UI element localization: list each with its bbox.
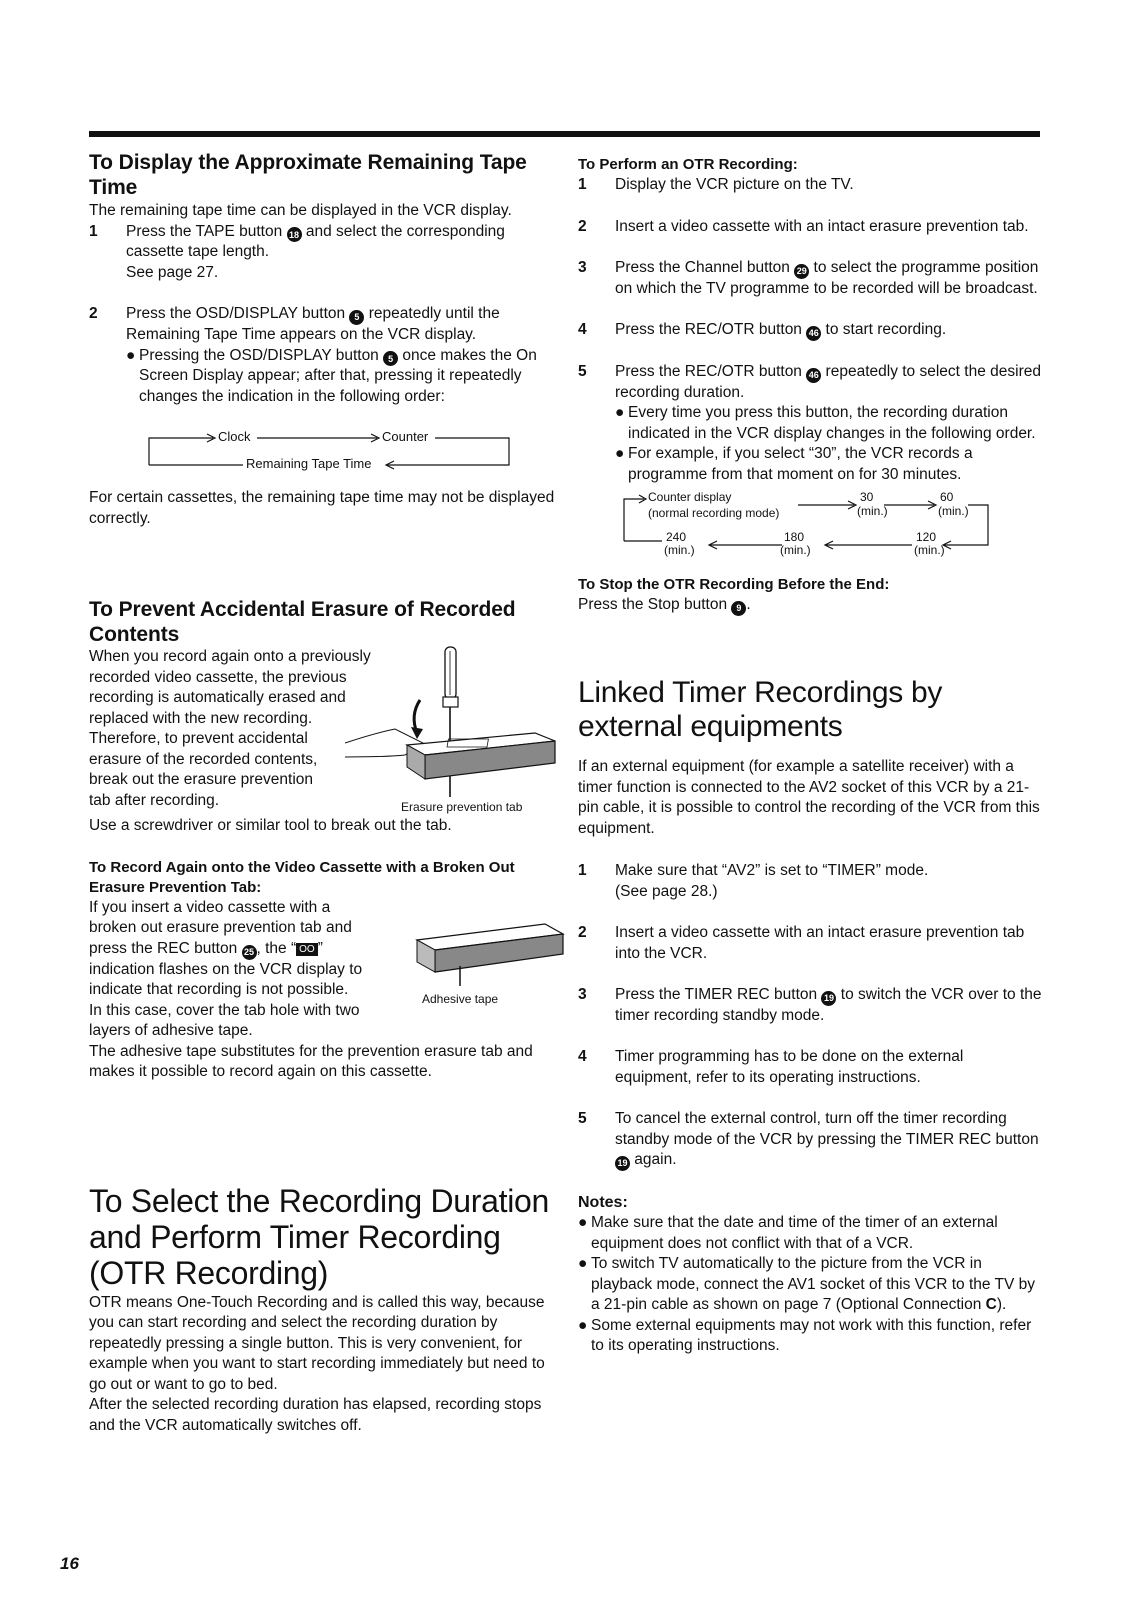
notes-heading: Notes: — [578, 1194, 628, 1211]
remaining-step-1: 1 Press the TAPE button 18 and select the corresponding cassette tape length. See page 27. — [89, 222, 505, 281]
otr-step-5: 5 Press the REC/OTR button 46 repeatedly to select the desired recording duration. — [578, 363, 1041, 401]
erasure-body: When you record again onto a previously recorded video cassette, the previous recording is automatically erased and replaced with the new recording. Therefore, to prevent accidental erasure of the recorded contents, break out the erasure prevention tab after recording. Erasure prevention tab — [89, 647, 559, 815]
otr-step-3: 3 Press the Channel button 29 to select the programme position on which the TV programme to be recorded will be broadcast. — [578, 259, 1039, 297]
broken-tab-body: If you insert a video cassette with a broken out erasure prevention tab and press the REC button 25 , the “ OO ” indication flashes on the VCR display to indicate that recording is not possible. In this case, cover the tab hole with two layers of adhesive tape. Adhesive tape — [89, 898, 559, 1042]
otr-step-2: 2 Insert a video cassette with an intact erasure prevention tab. — [578, 217, 1029, 235]
note-1: ● Make sure that the date and time of the timer of an external equipment does not conflict with that of a VCR. — [578, 1213, 1043, 1254]
linked-step-1: 1 Make sure that “AV2” is set to “TIMER” mode. (See page 28.) — [578, 862, 929, 900]
otr-bullet-2: ● For example, if you select “30”, the VCR records a programme from that moment on for 30 minutes. — [615, 444, 1043, 485]
erasure-tab-caption: Erasure prevention tab — [401, 800, 523, 815]
otr-bullet-1: ● Every time you press this button, the recording duration indicated in the VCR display changes in the following order. — [615, 403, 1043, 444]
duration-cycle-diagram: Counter display (normal recording mode) 30 (min.) 60 (min.) 240 (min.) 180 (min.) 120 (min.) — [622, 489, 1042, 555]
linked-step-4: 4 Timer programming has to be done on the external equipment, refer to its operating instructions. — [578, 1048, 964, 1086]
left-column — [89, 150, 559, 1436]
otr-step-1: 1 Display the VCR picture on the TV. — [578, 176, 854, 193]
remaining-bullet: ● Pressing the OSD/DISPLAY button 5 once makes the On Screen Display appear; after that, pressing it repeatedly changes the indication in the following order: — [126, 346, 559, 408]
remaining-intro: The remaining tape time can be displayed in the VCR display. — [89, 202, 512, 219]
remaining-step-2: 2 Press the OSD/DISPLAY button 5 repeatedly until the Remaining Tape Time appears on the VCR display. — [89, 305, 500, 343]
perform-otr-heading: To Perform an OTR Recording: — [578, 156, 798, 173]
button-ref-icon: 9 — [731, 601, 746, 616]
bullet-icon: ● — [126, 346, 136, 364]
osd-cycle-diagram: Clock Counter Remaining Tape Time — [147, 425, 512, 471]
screwdriver-cassette-illustration — [345, 645, 560, 805]
otr-body: OTR means One-Touch Recording and is called this way, because you can start recording and select the recording duration by repeatedly pressing a single button. This is very convenient, for example when you want to start recording immediately but need to go out or want to go to bed. — [89, 1293, 545, 1393]
bullet-icon: ● — [578, 1214, 588, 1231]
bullet-icon: ● — [615, 404, 625, 422]
linked-step-5: 5 To cancel the external control, turn off the timer recording standby mode of the VCR by pressing the TIMER REC button 19 again. — [578, 1109, 1043, 1171]
button-ref-icon: 18 — [287, 227, 302, 242]
button-ref-icon: 5 — [349, 310, 364, 325]
linked-intro: If an external equipment (for example a satellite receiver) with a timer function is connected to the AV2 socket of this VCR by a 21-pin cable, it is possible to control the recording of the VCR from this equipment. — [578, 758, 1040, 837]
linked-timer-title: Linked Timer Recordings by external equipments — [578, 676, 943, 743]
button-ref-icon: 29 — [794, 264, 809, 279]
button-ref-icon: 19 — [821, 991, 836, 1006]
otr-title: To Select the Recording Duration and Perform Timer Recording (OTR Recording) — [89, 1182, 549, 1291]
erasure-title: To Prevent Accidental Erasure of Recorded Contents — [89, 598, 516, 647]
button-ref-icon: 19 — [615, 1156, 630, 1171]
remaining-note: For certain cassettes, the remaining tape time may not be displayed correctly. — [89, 489, 555, 527]
note-2: ● To switch TV automatically to the picture from the VCR in playback mode, connect the AV1 socket of this VCR to the TV by a 21-pin cable as shown on page 7 (Optional Connection C). — [578, 1254, 1043, 1316]
broken-tab-subheading: To Record Again onto the Video Cassette with a Broken Out Erasure Prevention Tab: — [89, 858, 515, 896]
bullet-icon: ● — [578, 1316, 588, 1334]
adhesive-closing: The adhesive tape substitutes for the prevention erasure tab and makes it possible to record again on this cassette. — [89, 1042, 533, 1080]
page-number: 16 — [60, 1554, 79, 1573]
linked-step-2: 2 Insert a video cassette with an intact erasure prevention tab into the VCR. — [578, 924, 1025, 962]
stop-otr-heading: To Stop the OTR Recording Before the End: — [578, 576, 890, 594]
button-ref-icon: 46 — [806, 326, 821, 341]
otr-step-4: 4 Press the REC/OTR button 46 to start recording. — [578, 320, 1043, 341]
cassette-indicator-icon: OO — [296, 943, 318, 956]
bullet-icon: ● — [615, 445, 625, 463]
bullet-icon: ● — [578, 1255, 588, 1272]
adhesive-tape-caption: Adhesive tape — [422, 991, 499, 1006]
button-ref-icon: 46 — [806, 368, 821, 383]
right-column — [578, 155, 1043, 1357]
button-ref-icon: 25 — [242, 945, 257, 960]
cassette-adhesive-illustration — [415, 918, 565, 988]
button-ref-icon: 5 — [383, 351, 398, 366]
stop-otr-text: Press the Stop button 9 . — [578, 595, 1043, 616]
linked-step-3: 3 Press the TIMER REC button 19 to switch the VCR over to the timer recording standby mode. — [578, 986, 1042, 1024]
remaining-tape-title: To Display the Approximate Remaining Tape Time — [89, 151, 527, 199]
otr-body-2: After the selected recording duration has elapsed, recording stops and the VCR automatically switches off. — [89, 1396, 542, 1434]
top-rule — [89, 131, 1040, 137]
note-3: ● Some external equipments may not work with this function, refer to its operating instructions. — [578, 1316, 1043, 1357]
erasure-tool-note: Use a screwdriver or similar tool to break out the tab. — [89, 817, 452, 835]
